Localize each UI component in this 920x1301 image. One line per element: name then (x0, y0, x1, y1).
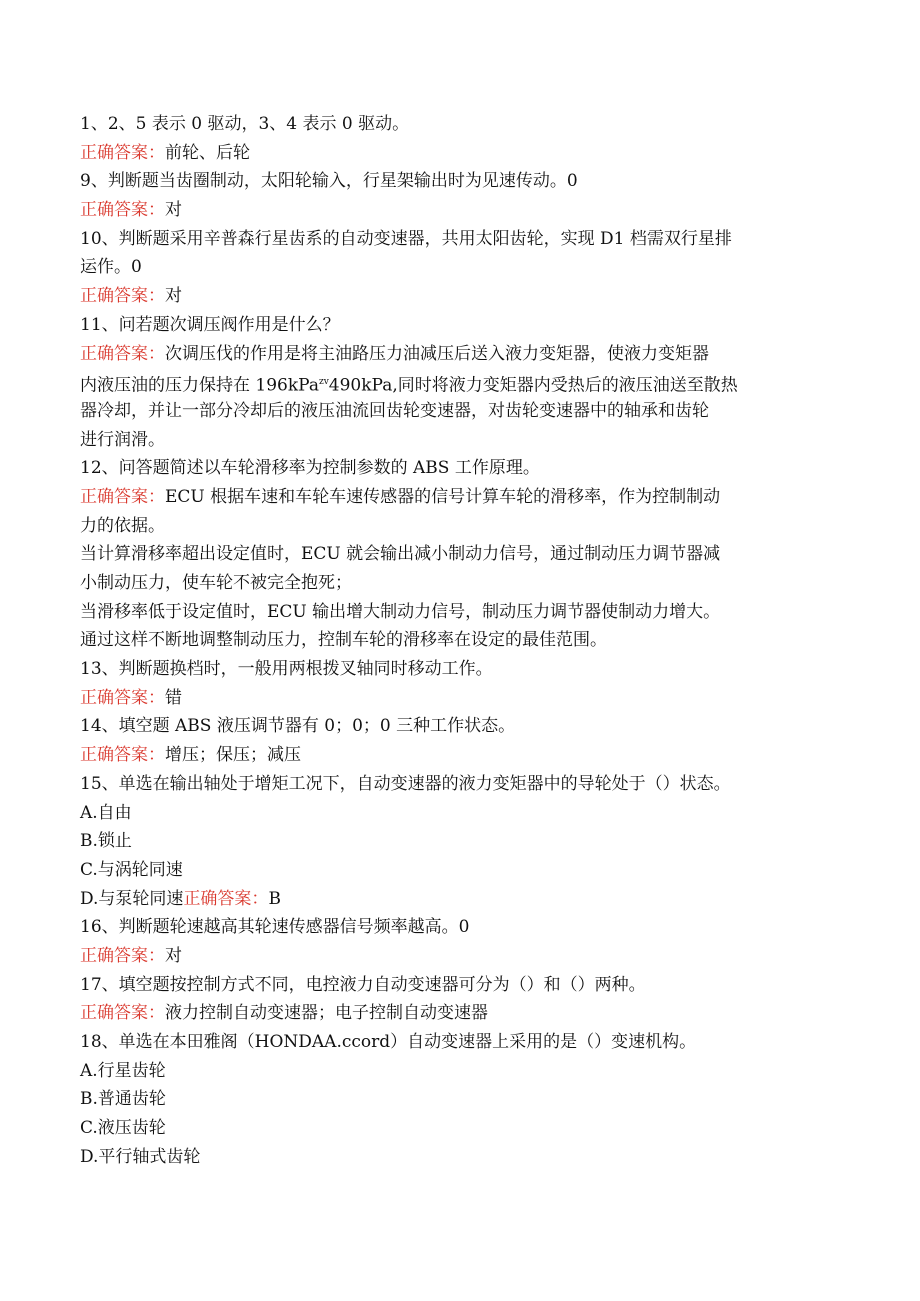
text-line: 13、判断题换档时，一般用两根拨叉轴同时移动工作。 (80, 659, 493, 680)
text-line: 内液压油的压力保持在 196kPa$^{zv}$490kPa,同时将液力变矩器内受热后的液压油送至散热 (80, 375, 738, 396)
answer-text: 液力控制自动变速器；电子控制自动变速器 (165, 1003, 488, 1024)
text-line: 进行润滑。 (80, 429, 165, 450)
answer-label: 正确答案： (80, 1003, 165, 1024)
text-line: 小制动压力，使车轮不被完全抱死； (80, 573, 352, 593)
text-line: 11、问若题次调压阀作用是什么？ (80, 314, 340, 335)
answer-label: 正确答案： (80, 687, 165, 708)
text-line: D.平行轴式齿轮 (80, 1146, 201, 1167)
option-text: D.与泵轮同速 (80, 888, 184, 909)
text-line: 1、2、5 表示 0 驱动，3、4 表示 0 驱动。 (80, 114, 410, 134)
text-line: 15、单选在输出轴处于增矩工况下，自动变速器的液力变矩器中的导轮处于（）状态。 (80, 773, 731, 794)
text-line: 9、判断题当齿圈制动，太阳轮输入，行星架输出时为见速传动。0 (80, 171, 578, 192)
text-line: A.自由 (80, 802, 132, 823)
answer-line (80, 282, 870, 311)
text-line: B.锁止 (80, 831, 132, 852)
text-line: 18、单选在本田雅阁（HONDAA.ccord）自动变速器上采用的是（）变速机构。 (80, 1032, 697, 1052)
text-line: 器冷却，并让一部分冷却后的液压油流回齿轮变速器，对齿轮变速器中的轴承和齿轮 (80, 400, 709, 421)
text-line: B.普通齿轮 (80, 1089, 166, 1110)
answer-line (80, 942, 870, 971)
answer-label: 正确答案： (80, 343, 165, 364)
answer-label: 正确答案： (80, 142, 165, 163)
answer-line (80, 483, 870, 512)
answer-label: 正确答案： (80, 200, 165, 221)
answer-label: 正确答案： (80, 745, 165, 766)
answer-line (80, 741, 870, 770)
text-line: C.液压齿轮 (80, 1118, 166, 1139)
answer-text: 次调压伐的作用是将主油路压力油减压后送入液力变矩器，使液力变矩器 (165, 343, 709, 364)
text-line: 运作。0 (80, 257, 142, 278)
text-line: 力的依据。 (80, 515, 165, 536)
answer-text: 对 (165, 200, 182, 221)
answer-line (80, 999, 870, 1028)
answer-text: B (268, 888, 281, 909)
text-line: 当计算滑移率超出设定值时，ECU 就会输出减小制动力信号，通过制动压力调节器减 (80, 544, 721, 565)
option-with-answer (80, 885, 870, 914)
answer-line (80, 196, 870, 225)
answer-label: 正确答案： (80, 286, 165, 307)
text-line: 14、填空题 ABS 液压调节器有 0；0；0 三种工作状态。 (80, 716, 516, 737)
answer-label: 正确答案： (80, 486, 165, 507)
answer-label: 正确答案： (183, 888, 269, 909)
text-line: 当滑移率低于设定值时，ECU 输出增大制动力信号，制动压力调节器使制动力增大。 (80, 601, 721, 622)
answer-line (80, 684, 870, 713)
text-line: 通过这样不断地调整制动压力，控制车轮的滑移率在设定的最佳范围。 (80, 630, 607, 651)
answer-text: 对 (165, 945, 182, 966)
text-line: 12、问答题简述以车轮滑移率为控制参数的 ABS 工作原理。 (80, 458, 540, 479)
answer-line (80, 139, 870, 168)
text-line: 17、填空题按控制方式不同，电控液力自动变速器可分为（）和（）两种。 (80, 974, 646, 995)
document-body (80, 110, 870, 1171)
answer-label: 正确答案： (80, 945, 165, 966)
text-line: 16、判断题轮速越高其轮速传感器信号频率越高。0 (80, 917, 470, 938)
answer-text: 对 (165, 286, 182, 307)
answer-text: 增压；保压；减压 (165, 745, 301, 766)
answer-line (80, 340, 870, 369)
text-line: C.与涡轮同速 (80, 859, 183, 880)
answer-text: ECU 根据车速和车轮车速传感器的信号计算车轮的滑移率，作为控制制动 (165, 486, 721, 507)
text-line: 10、判断题采用辛普森行星齿系的自动变速器，共用太阳齿轮，实现 D1 档需双行星排 (80, 228, 732, 249)
answer-text: 错 (165, 687, 182, 708)
text-line: A.行星齿轮 (80, 1060, 166, 1081)
answer-text: 前轮、后轮 (165, 142, 250, 163)
